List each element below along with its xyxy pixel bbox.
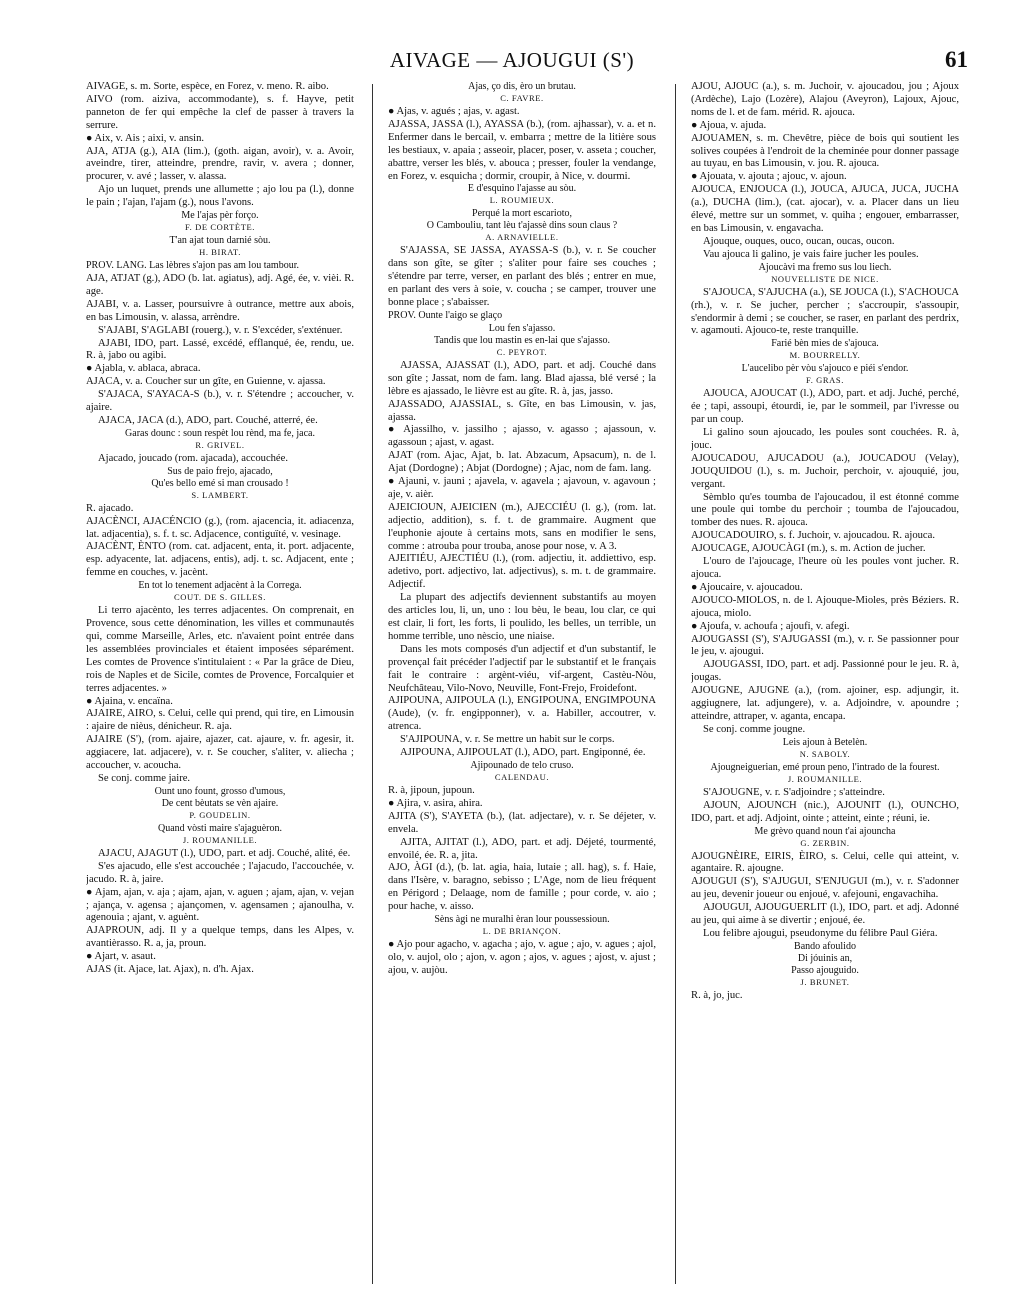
dictionary-entry: AJABI, v. a. Lasser, poursuivre à outrance, mettre aux abois, en bas Limousin, v. alassa, arrèndre.	[86, 298, 354, 323]
dictionary-entry: AJAPROUN, adj. Il y a quelque temps, dans les Alpes, v. avantièrasso. R. a, ja, proun.	[86, 925, 354, 950]
verse-quote: Perqué la mort escarioto,	[472, 208, 572, 220]
entry-paragraph: AJOUGUI, AJOUGUERLIT (l.), IDO, part. et adj. Adonné au jeu, qui aime à se divertir ; enjoué, ée.	[691, 902, 959, 927]
dictionary-entry: AJOUGASSI (S'), S'AJUGASSI (m.), v. r. Se passionner pour le jeu, v. ajougui.	[691, 633, 959, 658]
entry-paragraph: Li terro ajacènto, les terres adjacentes. On comprenait, en Provence, sous cette dénomination, les villes et communautés qui, comme Marseille, Arles, etc. n'avaient point entrée dans les assemblées provinciales et étaient imposées séparément. Les comtes de Provence s'intitulaient : « Par la grâce de Dieu, rois de Naples et de Sicile, comtes de Provence, Forcalquier et terres adjacentes. »	[86, 605, 354, 694]
verse-quote: Sus de paio frejo, ajacado,	[167, 465, 273, 477]
dictionary-entry: AJOUGUI (S'), S'AJUGUI, S'ENJUGUI (m.), v. r. S'adonner au jeu, devenir joueur ou enjoué, v. afejouni, engavachiha.	[691, 876, 959, 901]
dictionary-entry: AJASSA, JASSA (l.), AYASSA (b.), (rom. ajhassar), v. a. et n. Enfermer dans le bercail, v. embarra ; mettre de la litière sous les bestiaux, v. apaia ; asseoir, placer, poser, v. asseta ; coucher, abattre, verser les blés, v. abouca ; presser, fouler la vendange, en Forez, v. esquicha ; dormir, croupir, à Nice, v. dourmi.	[388, 118, 656, 182]
verse-quote: Bando afoulido	[794, 940, 856, 952]
entry-paragraph: Ajouque, ouques, ouco, oucan, oucas, oucon.	[703, 235, 895, 247]
quote-source: CALENDAU.	[494, 771, 550, 782]
verse-quote: Me grèvo quand noun t'ai ajouncha	[754, 825, 896, 837]
verse-quote: L'aucelibo pèr vòu s'ajouco e piéi s'endor.	[741, 363, 909, 375]
running-head	[0, 48, 1024, 78]
verse-quote: Ount uno fount, grosso d'umous,	[154, 785, 286, 797]
dictionary-entry: AJAIRE (S'), (rom. ajaire, ajazer, cat. ajaure, v. fr. agesir, it. aggiacere, lat. adjacere), v. r. Se coucher, s'aliter, v. aliecha ; accoucher, v. acoucha.	[86, 734, 354, 772]
entry-paragraph: AJACA, JACA (d.), ADO, part. Couché, atterré, ée.	[98, 414, 318, 426]
dictionary-entry: ● Aix, v. Ais ; aixi, v. ansin.	[86, 132, 205, 144]
verse-quote: O Cambouliu, tant lèu t'ajassè dins soun claus ?	[426, 220, 618, 232]
quote-source: J. ROUMANILLE.	[787, 773, 863, 784]
quote-source: M. BOURRELLY.	[789, 350, 861, 361]
dictionary-entry: ● Ajart, v. asaut.	[86, 951, 156, 963]
page-title: AIVAGE — AJOUGUI (S')	[389, 48, 635, 72]
dictionary-entry: AJA, ATJAT (g.), ADO (b. lat. agiatus), adj. Agé, ée, v. vièi. R. age.	[86, 272, 354, 297]
dictionary-entry: AJOUCADOU, AJUCADOU (a.), JOUCADOU (Velay), JOUQUIDOU (l.), s. m. Juchoir, perchoir, v. ajouquié, jou, vergant.	[691, 452, 959, 490]
dictionary-entry: ● Ajoufa, v. achoufa ; ajoufi, v. afegi.	[691, 620, 850, 632]
entry-paragraph: Lou felibre ajougui, pseudonyme du félibre Paul Giéra.	[703, 927, 938, 939]
verse-quote: Ajas, ço dis, èro un brutau.	[468, 81, 576, 92]
quote-source: G. ZERBIN.	[800, 837, 850, 848]
proverb: PROV. LANG. Las lèbres s'ajon pas am lou tambour.	[86, 260, 299, 272]
verse-quote: Ajoucàvi ma fremo sus lou liech.	[758, 261, 892, 273]
dictionary-entry: AJAT (rom. Ajac, Ajat, b. lat. Abzacum, Apsacum), n. de l. Ajat (Dordogne) ; Abjat (Dordogne) ; Ajac, nom de fam. lang.	[388, 450, 656, 475]
entry-paragraph: AJOUN, AJOUNCH (nic.), AJOUNIT (l.), OUNCHO, IDO, part. et adj. Adjoint, ointe ; atteint, einte ; réuni, ie.	[691, 799, 959, 824]
dictionary-entry: ● Ajira, v. asira, ahira.	[388, 797, 483, 809]
verse-quote: Leis ajoun à Betelèn.	[782, 736, 868, 748]
quote-source: COUT. DE S. GILLES.	[174, 592, 266, 603]
entry-paragraph: Ajo un luquet, prends une allumette ; ajo lou pa (l.), donne le pain ; l'ajan, l'ajam (g.), nous l'avons.	[86, 184, 354, 209]
entry-paragraph: AJACU, AJAGUT (l.), UDO, part. et adj. Couché, alité, ée.	[98, 847, 351, 859]
quote-source: A. ARNAVIELLE.	[485, 232, 559, 243]
entry-paragraph: Vau ajouca li galino, je vais faire jucher les poules.	[703, 248, 919, 260]
verse-quote: Quand vòsti maire s'ajaguèron.	[158, 822, 282, 834]
dictionary-entry: AJACÈNT, ÈNTO (rom. cat. adjacent, enta, it. port. adjacente, esp. adyacente, lat. adjacens, entis), adj. t. sc. Adjacent, ente ; femme en couches, v. jacènt.	[86, 541, 354, 579]
dictionary-entry: ● Ajo pour agacho, v. agacha ; ajo, v. ague ; ajo, v. agues ; ajol, olo, v. aujol, olo ; ajon, v. agon ; ajos, v. agues ; ajost, v. ajust ; ajou, v. aujòu.	[388, 939, 656, 976]
dictionary-entry: AJEITIÉU, AJECTIÉU (l.), (rom. adjectiu, it. addiettivo, esp. adetivo, port. adjectivo, lat. adjectivus), s. m. t. de grammaire. Adjectif.	[388, 553, 656, 591]
verse-quote: Tandis que lou mastin es en-lai que s'ajasso.	[433, 334, 611, 346]
dictionary-entry: ● Ajoua, v. ajuda.	[691, 119, 767, 131]
entry-paragraph: AJOUGASSI, IDO, part. et adj. Passionné pour le jeu. R. à, jougas.	[691, 659, 959, 684]
dictionary-entry: AIVO (rom. aiziva, accommodante), s. f. Hayve, petit panneton de fer qui empêche la clef de passer à travers la serrure.	[86, 93, 354, 131]
page-number: 61	[945, 47, 968, 72]
quote-source: L. ROUMIEUX.	[489, 195, 555, 206]
entry-paragraph: S'AJACA, S'AYACA-S (b.), v. r. S'étendre ; accoucher, v. ajaire.	[86, 389, 354, 414]
entry-paragraph: S'AJIPOUNA, v. r. Se mettre un habit sur le corps.	[400, 734, 615, 746]
entry-paragraph: Dans les mots composés d'un adjectif et d'un substantif, le provençal fait précéder l'adjectif par le substantif et le français fait le contraire : argènt-viéu, vif-argent, Castèu-Nòu, Neufchâteau, Vilo-Novo, Neuville, Font-Frejo, Froidefont.	[388, 643, 656, 694]
dictionary-entry: R. ajacado.	[86, 502, 134, 514]
dictionary-entry: AJITA (S'), S'AYETA (b.), (lat. adjectare), v. r. Se déjeter, v. envela.	[388, 810, 656, 835]
entry-paragraph: S'AJOUGNE, v. r. S'adjoindre ; s'atteindre.	[703, 786, 885, 798]
verse-quote: E d'esquino l'ajasse au sòu.	[467, 183, 577, 195]
dictionary-entry: AJOUCA, ENJOUCA (l.), JOUCA, AJUCA, JUCA, JUCHA (a.), DUCHA (lim.), (cat. ajocar), v. a. Placer dans un lieu élevé, mettre sur un sommet, v. quiha ; engouer, embarrasser, en bas Limousin, v. engavacha.	[691, 184, 959, 234]
quote-source: J. BRUNET.	[800, 976, 850, 987]
dictionary-entry: R. à, jo, juc.	[691, 989, 743, 1001]
verse-quote: En tot lo tenement adjacènt à la Correga.	[138, 580, 302, 592]
quote-source: F. GRAS.	[806, 375, 844, 386]
entry-paragraph: Li galino soun ajoucado, les poules sont couchées. R. à, jouc.	[691, 427, 959, 451]
dictionary-entry: ● Ajam, ajan, v. aja ; ajam, ajan, v. aguen ; ajam, ajan, v. vejan ; ajança, v. agensa ; ajançomen, v. agensamen ; ajanoulha, v. agenouia ; ajant, v. aguènt.	[86, 886, 354, 924]
quote-source: P. GOUDELIN.	[189, 809, 251, 820]
dictionary-entry: AJACA, v. a. Coucher sur un gîte, en Guienne, v. ajassa.	[86, 376, 326, 388]
dictionary-entry: AJACÈNCI, AJACÉNCIO (g.), (rom. ajacencia, it. adiacenza, lat. adjacentia), s. f. t. sc. Adjacence, contiguïté, v. vesinage.	[86, 515, 354, 540]
entry-paragraph: S'AJOUCA, S'AJUCHA (a.), SE JOUCA (l.), S'ACHOUCA (rh.), v. r. Se jucher, percher ; s'accroupir, s'assoupir, s'endormir à demi ; se coucher, se raser, en parlant des perdrix, v. agamouti. Ajouco-te, reste tranquille.	[691, 286, 959, 337]
dictionary-entry: ● Ajaina, v. encaïna.	[86, 695, 173, 707]
verse-quote: Qu'es bello emé si man crousado !	[151, 477, 289, 489]
entry-paragraph: AJASSA, AJASSAT (l.), ADO, part. et adj. Couché dans son gîte ; Jassat, nom de fam. lang. Blad ajassa, blé versé ; la lèbre es ajassado, le lièvre est au gîte. R. à, jas, jasso.	[388, 359, 656, 397]
dictionary-entry: AJOUCADOUIRO, s. f. Juchoir, v. ajoucadou. R. ajouca.	[691, 530, 935, 542]
dictionary-entry: AJAS (it. Ajace, lat. Ajax), n. d'h. Ajax.	[86, 964, 254, 976]
entry-paragraph: Ajacado, joucado (rom. ajacada), accouchée.	[98, 452, 288, 464]
verse-quote: Passo ajouguido.	[791, 964, 859, 976]
dictionary-entry: R. à, jipoun, jupoun.	[388, 784, 475, 796]
dictionary-entry: AJOUCO-MIOLOS, n. de l. Ajouque-Mioles, près Béziers. R. ajouca, miolo.	[691, 594, 959, 619]
quote-source: J. ROUMANILLE.	[182, 834, 258, 845]
column-rule	[372, 84, 373, 1284]
entry-paragraph: La plupart des adjectifs deviennent substantifs au moyen des articles lou, li, un, uno : lou bèu, le beau, lou clar, ce qui est clair, li fort, les forts, li poulido, les belles, un terrible, un homme terrible, uno nèscio, une niaise.	[388, 592, 656, 642]
verse-quote: Garas dounc : soun respèt lou rènd, ma fe, jaca.	[125, 427, 315, 439]
entry-paragraph: Se conj. comme jougne.	[703, 723, 806, 735]
entry-paragraph: Se conj. comme jaire.	[98, 772, 191, 784]
dictionary-entry: ● Ajouata, v. ajouta ; ajouc, v. ajoun.	[691, 171, 847, 183]
entry-paragraph: S'AJASSA, SE JASSA, AYASSA-S (b.), v. r. Se coucher dans son gîte, se gîter ; s'aliter pour faire ses couches ; s'étendre par terre, verser, en parlant des blés ; entrer en mue, en parlant des vers à soie, v. coucha ; se camper, trouver une bonne place ; s'abaisser.	[388, 245, 656, 309]
dictionary-entry: AJOUGNE, AJUGNE (a.), (rom. ajoiner, esp. adjungir, it. aggiugnere, lat. adjungere), v. a. Adjoindre, v. apoundre ; atteindre, attraper, v. aganta, encapa.	[691, 685, 959, 722]
quote-source: F. DE CORTÈTE.	[184, 222, 255, 233]
dictionary-entry: AJA, ATJA (g.), AIA (lim.), (goth. aigan, avoir), v. a. Avoir, aveindre, tirer, atteindre, prendre, ravir, v. avera ; donner, procurer, v. avé ; lasser, v. alassa.	[86, 145, 354, 183]
entry-paragraph: S'es ajacudo, elle s'est accouchée ; l'ajacudo, l'accouchée, v. jacudo. R. à, jaire.	[86, 860, 354, 885]
dictionary-entry: ● Ajas, v. agués ; ajas, v. agast.	[388, 106, 520, 117]
entry-paragraph: AJOUCA, AJOUCAT (l.), ADO, part. et adj. Juché, perché, ée ; tapi, assoupi, étourdi, ie, par le sommeil, par l'ivresse ou par un coup.	[691, 388, 959, 426]
dictionary-entry: ● Ajoucaire, v. ajoucadou.	[691, 581, 803, 593]
dictionary-entry: ● Ajassilho, v. jassilho ; ajasso, v. agasso ; ajassoun, v. agassoun ; ajast, v. agast.	[388, 424, 656, 449]
proverb: PROV. Ounte l'aigo se glaço	[388, 309, 503, 321]
dictionary-entry: AJOUCAGE, AJOUCÀGI (m.), s. m. Action de jucher.	[691, 543, 926, 555]
entry-paragraph: S'AJABI, S'AGLABI (rouerg.), v. r. S'excéder, s'exténuer.	[98, 324, 343, 336]
quote-source: H. BIRAT.	[199, 247, 241, 258]
column-right	[691, 81, 959, 1281]
quote-source: NOUVELLISTE DE NICE.	[771, 273, 879, 284]
entry-paragraph: Sèmblo qu'es toumba de l'ajoucadou, il est étonné comme une poule qui tombe du perchoir ; toumba de l'ajoucadou, tomber des nues. R. ajouca.	[691, 491, 959, 529]
quote-source: L. DE BRIANÇON.	[482, 926, 562, 937]
column-left	[86, 81, 354, 1281]
verse-quote: Lou fen s'ajasso.	[488, 322, 556, 334]
dictionary-entry: AJOU, AJOUC (a.), s. m. Juchoir, v. ajoucadou, jou ; Ajoux (Ardèche), Lajo (Lozère), Alajou (Aveyron), Lajoux, Ajouc, noms de l. et de fam. mérid. R. ajouca.	[691, 81, 959, 118]
quote-source: N. SABOLY.	[799, 748, 851, 759]
dictionary-entry: AJASSADO, AJASSIAL, s. Gîte, en bas Limousin, v. jas, ajassa.	[388, 398, 656, 423]
verse-quote: Sèns àgi ne muralhi èran lour poussessioun.	[434, 914, 610, 926]
verse-quote: Di jóuinis an,	[797, 952, 853, 964]
dictionary-entry: ● Ajabla, v. ablaca, abraca.	[86, 363, 201, 375]
verse-quote: Ajipounado de telo cruso.	[470, 759, 574, 771]
entry-paragraph: AJIPOUNA, AJIPOULAT (l.), ADO, part. Engiponné, ée.	[400, 747, 646, 759]
verse-quote: Ajougneiguerian, emé proun peno, l'intrado de la fourest.	[710, 761, 940, 773]
verse-quote: T'an ajat toun darnié sòu.	[169, 235, 271, 247]
dictionary-entry: ● Ajauni, v. jauni ; ajavela, v. agavela ; ajavoun, v. agavoun ; aje, v. aièr.	[388, 476, 656, 500]
entry-paragraph: AJITA, AJITAT (l.), ADO, part. et adj. Déjeté, tourmenté, envoilé, ée. R. a, jita.	[388, 836, 656, 861]
entry-paragraph: AJABI, IDO, part. Lassé, excédé, efflanqué, ée, rendu, ue. R. à, jabo ou agibi.	[86, 337, 354, 362]
dictionary-entry: AJEICIOUN, AJEICIEN (m.), AJECCIÉU (l. g.), (rom. lat. adjectio, addition), s. f. t. de grammaire. Augment que l'euphonie ajoute à certains mots, sans en modifier le sens, comme : atrouba pour trouba, anose pour nose, v. A 3.	[388, 501, 656, 552]
quote-source: S. LAMBERT.	[191, 489, 249, 500]
dictionary-entry: AJO, ÀGI (d.), (b. lat. agia, haia, lutaie ; all. hag), s. f. Haie, dans l'Isère, v. baragno, sebisso ; L'Age, nom de lieu fréquent en Périgord ; Delaage, nom de famille ; pour corde, v. aio ; pour hache, v. aisso.	[388, 862, 656, 913]
dictionary-entry: AIVAGE, s. m. Sorte, espèce, en Forez, v. meno. R. aibo.	[86, 81, 329, 92]
quote-source: C. PEYROT.	[496, 346, 548, 357]
dictionary-entry: AJOUAMEN, s. m. Chevêtre, pièce de bois qui soutient les solives coupées à l'endroit de la cheminée pour donner passage au tuyau, en bas Limousin, v. jou. R. ajouca.	[691, 132, 959, 170]
quote-source: C. FAVRE.	[500, 93, 544, 103]
quote-source: R. GRIVEL.	[195, 439, 245, 450]
dictionary-entry: AJIPOUNA, AJIPOULA (l.), ENGIPOUNA, ENGIMPOUNA (Aude), (v. fr. engipponner), v. a. Habiller, accoutrer, v. atrenca.	[388, 695, 656, 733]
column-rule	[675, 84, 676, 1284]
verse-quote: Farié bèn mies de s'ajouca.	[771, 338, 879, 350]
dictionary-entry: AJAIRE, AIRO, s. Celui, celle qui prend, qui tire, en Limousin : ajaire de nièus, dénicheur. R. aja.	[86, 708, 354, 733]
verse-quote: Me l'ajas pèr forço.	[181, 210, 259, 222]
column-middle	[388, 81, 656, 1281]
entry-paragraph: L'ouro de l'ajoucage, l'heure où les poules vont jucher. R. ajouca.	[691, 556, 959, 580]
dictionary-entry: AJOUGNÈIRE, EIRIS, ÈIRO, s. Celui, celle qui atteint, v. agantaire. R. ajougne.	[691, 850, 959, 875]
verse-quote: De cent bèutats se vèn ajaire.	[161, 797, 279, 809]
